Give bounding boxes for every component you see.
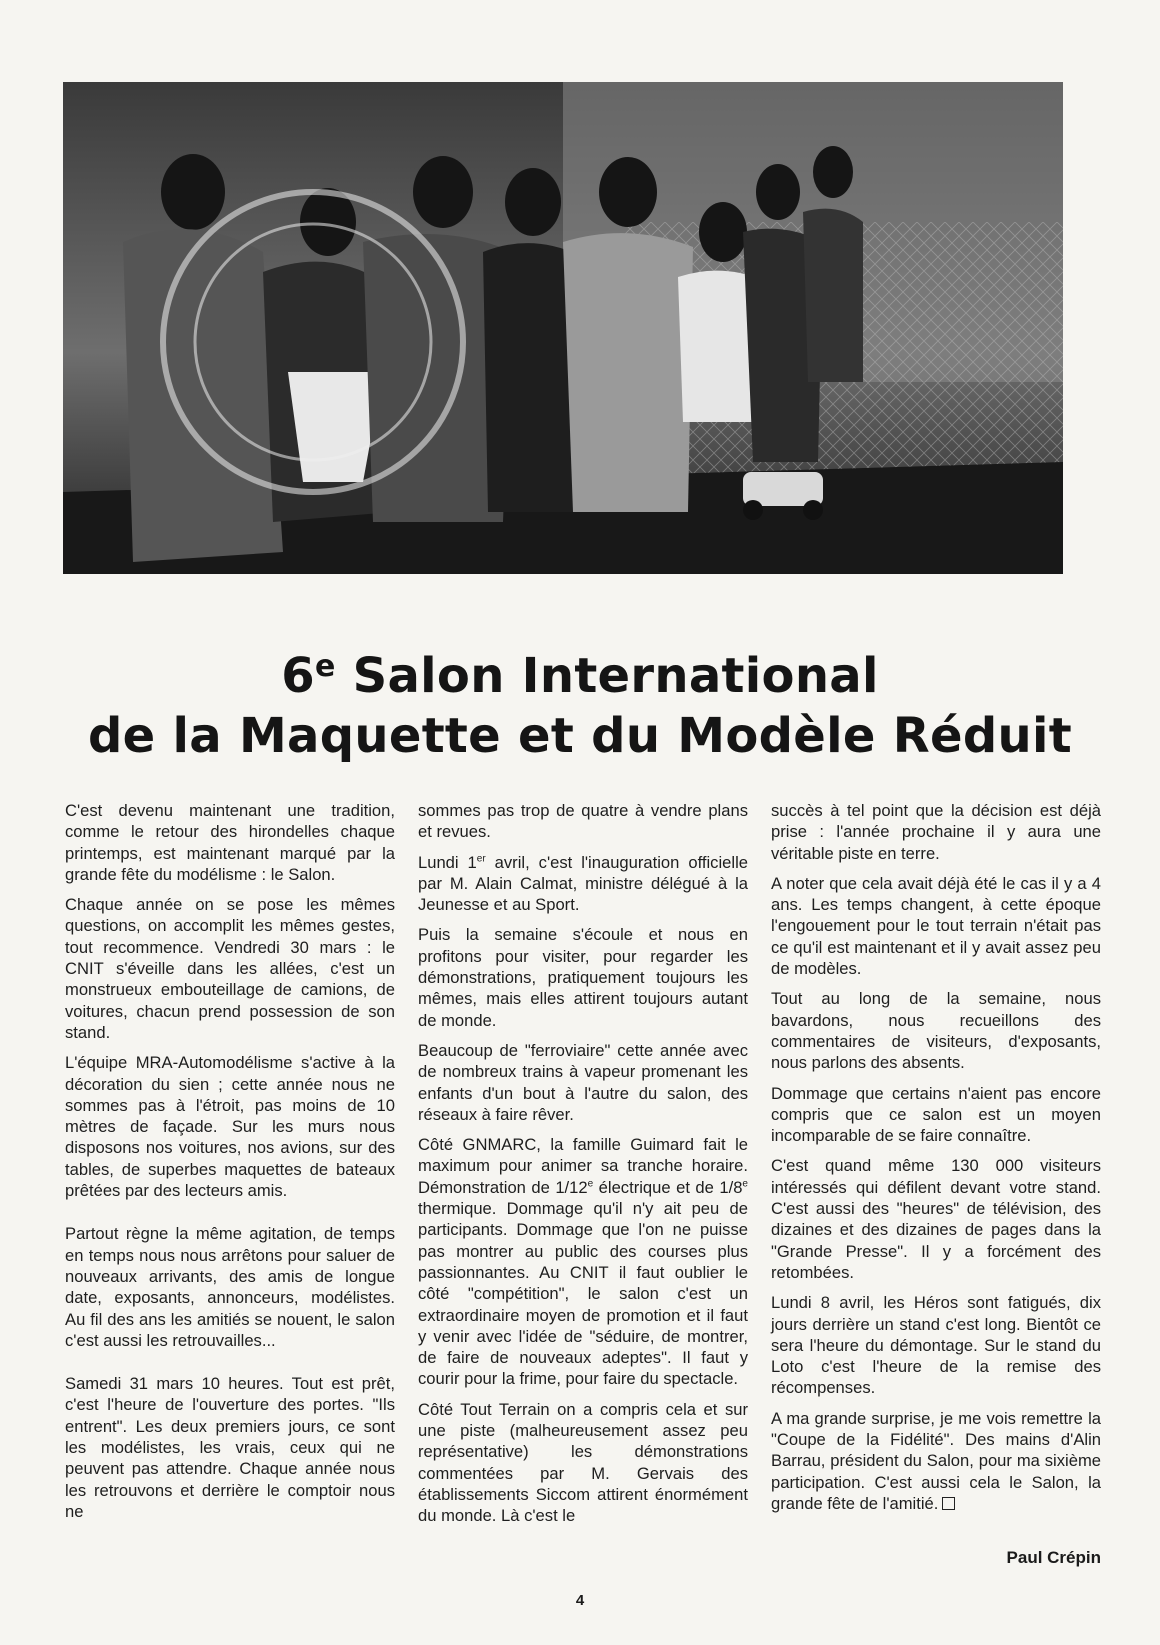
page-number: 4: [575, 1592, 585, 1609]
article-column-3: [771, 800, 1101, 1523]
article-photo: [63, 82, 1063, 574]
headline-line1: Salon International: [352, 648, 879, 704]
paragraph: succès à tel point que la décision est déjà prise : l'année prochaine il y aura une véritable piste en terre.: [771, 801, 1101, 863]
paragraph: Beaucoup de "ferroviaire" cette année avec de nombreux trains à vapeur promenant les enfants d'un bout à l'autre du salon, des réseaux à faire rêver.: [418, 1040, 748, 1124]
headline-line2: de la Maquette et du Modèle Réduit: [87, 708, 1073, 764]
paragraph: Puis la semaine s'écoule et nous en profitons pour visiter, pour regarder les démonstrations, pratiquement toujours les mêmes, mais elles attirent toujours autant de monde.: [418, 925, 748, 1030]
article-column-2: [418, 800, 748, 1536]
end-mark-icon: [942, 1497, 955, 1510]
paragraph: Samedi 31 mars 10 heures. Tout est prêt, c'est l'heure de l'ouverture des portes. "Ils entrent". Les deux premiers jours, ce sont les modélistes, les vrais, ceux qui ne peuvent pas attendre. Chaque année nous les retrouvons et derrière le comptoir nous ne: [65, 1374, 395, 1521]
paragraph: C'est quand même 130 000 visiteurs intéressés qui défilent devant votre stand. C'est aussi des "heures" de télévision, des dizaines et des dizaines de pages dans la "Grande Presse". Il y a forcément des retombées.: [771, 1156, 1101, 1282]
paragraph: L'équipe MRA-Automodélisme s'active à la décoration du sien ; cette année nous ne sommes pas à l'étroit, pas moins de 10 mètres de façade. Sur les murs nous disposons nos voitures, nos avions, sur des tables, de superbes maquettes de bateaux prêtées par des lecteurs amis.: [65, 1053, 395, 1201]
paragraph: sommes pas trop de quatre à vendre plans et revues.: [418, 801, 748, 842]
article-column-1: [65, 800, 395, 1531]
paragraph-last: A ma grande surprise, je me vois remettre la "Coupe de la Fidélité". Des mains d'Alin Barrau, président du Salon, pour ma sixième participation. C'est aussi cela le Salon, la grande fête de l'amitié.: [771, 1408, 1101, 1513]
paragraph: Côté Tout Terrain on a compris cela et sur une piste (malheureusement assez peu représentative) les démonstrations commentées par M. Gervais des établissements Siccom attirent énormément du monde. Là c'est le: [418, 1399, 748, 1526]
paragraph-inauguration: Lundi 1er avril, c'est l'inauguration officielle par M. Alain Calmat, ministre délégué à la Jeunesse et au Sport.: [418, 852, 748, 915]
author-signature: Paul Crépin: [1006, 1548, 1101, 1567]
headline-number: 6: [281, 648, 315, 704]
paragraph: Dommage que certains n'aient pas encore compris que ce salon est un moyen incomparable de se faire connaître.: [771, 1083, 1101, 1146]
paragraph: Tout au long de la semaine, nous bavardons, nous recueillons des commentaires de visiteurs, d'exposants, nous parlons des absents.: [771, 989, 1101, 1073]
paragraph: Lundi 8 avril, les Héros sont fatigués, dix jours derrière un stand c'est long. Bientôt ce sera l'heure du démontage. Sur le stand du Loto c'est l'heure de la remise des récompenses.: [771, 1293, 1101, 1398]
paragraph-gnmarc: Côté GNMARC, la famille Guimard fait le maximum pour animer sa tranche horaire. Démonstration de 1/12e électrique et de 1/8e thermique. Dommage qu'il n'y ait peu de participants. Dommage que l'on ne puisse pas montrer au public des courses plus passionnantes. Au CNIT il faut oublier le côté "compétition", le salon c'est un extraordinaire moyen de promotion et il faut y venir avec l'idée de "séduire, de montrer, de faire de nouveaux adeptes". Il faut y courir pour la frime, pour faire du spectacle.: [418, 1135, 748, 1389]
headline-superscript: e: [314, 649, 336, 684]
paragraph: A noter que cela avait déjà été le cas il y a 4 ans. Les temps changent, à cette époque l'engouement pour le tout terrain n'était pas ce qu'il est maintenant et il y avait assez peu de modèles.: [771, 873, 1101, 979]
headline: [40, 646, 1120, 766]
photo-icon: [63, 82, 1063, 574]
paragraph: C'est devenu maintenant une tradition, comme le retour des hirondelles chaque printemps, est maintenant marqué par la grande fête du modélisme : le Salon.: [65, 801, 395, 884]
paragraph: Partout règne la même agitation, de temps en temps nous nous arrêtons pour saluer de nouveaux arrivants, des amis de longue date, exposants, annonceurs, modélistes. Au fil des ans les amitiés se nouent, le salon c'est aussi les retrouvailles...: [65, 1224, 395, 1350]
paragraph: Chaque année on se pose les mêmes questions, on accomplit les mêmes gestes, tout recommence. Vendredi 30 mars : le CNIT s'éveille dans les allées, c'est un monstrueux embouteillage de camions, de voitures, chacun prend possession de son stand.: [65, 895, 395, 1042]
